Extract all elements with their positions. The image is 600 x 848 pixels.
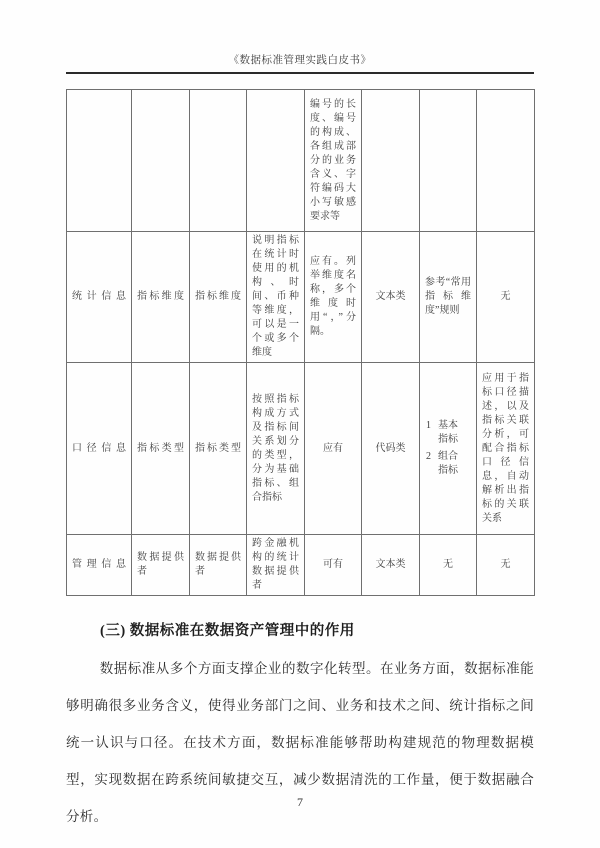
table-cell: 无 xyxy=(420,535,477,596)
list-item-number: 2 xyxy=(426,451,431,462)
table-row xyxy=(67,363,535,535)
list-item-label: 基本指标 xyxy=(438,420,458,445)
table-cell xyxy=(420,90,477,232)
table-cell xyxy=(362,90,420,232)
row-label-cell: 口径信息 xyxy=(67,363,132,535)
table-cell: 按照指标构成方式及指标间关系划分的类型，分为基础指标、组合指标 xyxy=(247,363,305,535)
code-values-list xyxy=(425,419,471,478)
table-row xyxy=(67,232,535,363)
table-cell: 可有 xyxy=(305,535,362,596)
table-cell xyxy=(132,90,190,232)
table-cell: 应有。列举维度名称，多个维度时用“，”分隔。 xyxy=(305,232,362,363)
table-cell xyxy=(67,90,132,232)
table-row xyxy=(67,535,535,596)
table-row xyxy=(67,90,535,232)
list-item-label: 组合指标 xyxy=(438,451,458,476)
table-cell: 跨金融机构的统计数据提供者 xyxy=(247,535,305,596)
table-cell: 文本类 xyxy=(362,535,420,596)
table-cell: 指标维度 xyxy=(190,232,247,363)
table-cell: 指标类型 xyxy=(190,363,247,535)
table-cell xyxy=(420,363,477,535)
metadata-attributes-table xyxy=(66,89,535,596)
table-cell xyxy=(190,90,247,232)
body-paragraph: 数据标准从多个方面支撑企业的数字化转型。在业务方面，数据标准能够明确很多业务含义，使得业务部门之间、业务和技术之间、统计指标之间统一认识与口径。在技术方面，数据标准能够帮助构建规范的物理数据模型，实现数据在跨系统间敏捷交互，减少数据清洗的工作量，便于数据融合分析。 xyxy=(66,661,534,824)
running-header xyxy=(66,52,534,74)
table-cell: 无 xyxy=(477,232,535,363)
row-label-cell: 管理信息 xyxy=(67,535,132,596)
row-label-cell: 统计信息 xyxy=(67,232,132,363)
list-item xyxy=(426,450,470,478)
table-cell: 指标维度 xyxy=(132,232,190,363)
table-cell: 数据提供者 xyxy=(190,535,247,596)
table-cell: 参考“常用指标维度”规则 xyxy=(420,232,477,363)
page-content xyxy=(66,0,534,835)
table-cell: 无 xyxy=(477,535,535,596)
table-cell: 说明指标在统计时使用的机构、时间、币种等维度，可以是一个或多个维度 xyxy=(247,232,305,363)
table-cell: 数据提供者 xyxy=(132,535,190,596)
table-cell: 代码类 xyxy=(362,363,420,535)
table-cell xyxy=(477,90,535,232)
table-cell: 文本类 xyxy=(362,232,420,363)
table-cell xyxy=(247,90,305,232)
list-item xyxy=(426,419,470,447)
list-item-number: 1 xyxy=(426,420,431,431)
table-cell: 应有 xyxy=(305,363,362,535)
page-number: 7 xyxy=(297,795,303,809)
table-cell: 编号的长度、编号的构成、各组成部分的业务含义、字符编码大小写敏感要求等 xyxy=(305,90,362,232)
table-cell: 应用于指标口径描述，以及指标关联分析，可配合指标口径信息，自动解析出指标的关联关系 xyxy=(477,363,535,535)
table-cell: 指标类型 xyxy=(132,363,190,535)
document-title: 《数据标准管理实践白皮书》 xyxy=(228,55,372,66)
section-heading: (三) 数据标准在数据资产管理中的作用 xyxy=(100,623,355,639)
